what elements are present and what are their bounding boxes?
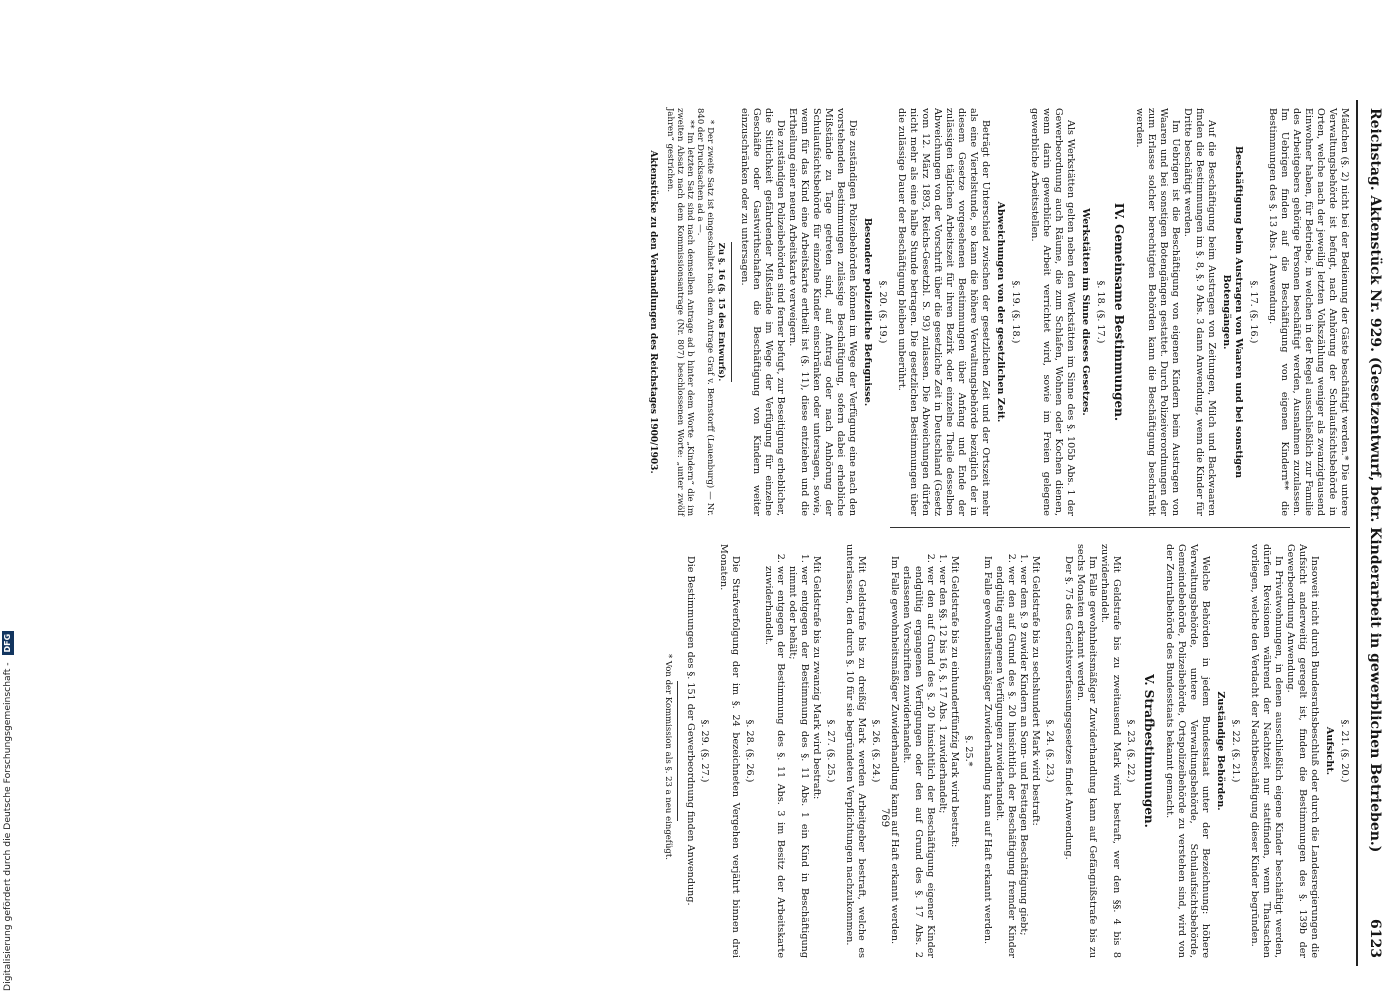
- section-heading: Abweichungen von der gesetzlichen Zeit.: [995, 201, 1006, 423]
- footnote: ** Im letzten Satz sind nach demselben Antrage ad b hinter dem Worte „Kindern“ die im zweiten Absatz nach dem Kommissionsantrage (Nr. 807) beschlossenen Worte: „unter zwölf Jahren“ gestrichen.: [665, 108, 695, 516]
- numbered-list: [993, 544, 1029, 958]
- digitization-credit: [1, 631, 15, 991]
- list-item: 2. wer entgegen der Bestimmung des §. 11 Abs. 3 im Besitz der Arbeitskarte zuwiderhandelt.: [762, 566, 786, 958]
- section-number: §. 28. (§. 26.): [744, 719, 755, 783]
- paragraph: Mit Geldstrafe bis zu zweitausend Mark wird bestraft, wer den §§. 4 bis 8 zuwiderhandelt.: [1099, 544, 1122, 958]
- paragraph: In Privatwohnungen, in denen ausschließlich eigene Kinder beschäftigt werden, dürfen Revisionen während der Nachtzeit nur stattfinden, wenn Thatsachen vorliegen, welche den Verdacht der Nachtbeschäftigung dieser Kinder begründen.: [1249, 544, 1284, 958]
- header-page-number: 6123: [1367, 919, 1383, 958]
- paragraph: Im Falle gewohnheitsmäßiger Zuwiderhandlung kann auf Haft erkannt werden.: [889, 556, 900, 945]
- paragraph: Im Uebrigen ist die Beschäftigung von eigenen Kindern beim Austragen von Waaren und bei sonstigen Botengängen gestattet. Durch Polizeiverordnungen der zum Erlasse solcher berechtigten Behörden kann die Beschäftigung beschränkt werden.: [1134, 108, 1181, 516]
- credit-text: Digitalisierung gefördert durch die Deutsche Forschungsgemeinschaft -: [2, 662, 13, 991]
- section-number: §. 25.*: [963, 735, 974, 767]
- paragraph: Mit Geldstrafe bis zu dreißig Mark werden Arbeitgeber bestraft, welche es unterlassen, den durch §. 10 für sie begründeten Verpflichtungen nachzukommen.: [844, 544, 867, 958]
- page-footer: Aktenstücke zu den Verhandlungen des Reichstages 1900/1903.: [648, 150, 658, 474]
- paragraph: Der §. 75 des Gerichtsverfassungsgesetzes findet Anwendung.: [1063, 556, 1074, 860]
- list-item: 1. wer dem §. 9 zuwider Kindern an Sonn- und Festtagen Beschäftigung giebt;: [1017, 566, 1029, 958]
- list-item: 1. wer den §§. 12 bis 16, §. 17 Abs. 1 zuwiderhandelt;: [936, 566, 948, 958]
- paragraph: Insoweit nicht durch Bundesrathsbeschluß oder durch die Landesregierungen die Aufsicht anderweitig geregelt ist, finden die Bestimmungen des §. 139b der Gewerbeordnung Anwendung.: [1285, 544, 1320, 958]
- footnote: * Von der Kommission als §. 23 a neu eingefügt.: [663, 653, 673, 860]
- right-column: [663, 544, 1350, 958]
- paragraph: Mit Geldstrafe bis zu sechshundert Mark wird bestraft:: [1030, 556, 1041, 826]
- paragraph: Welche Behörden in jedem Bundesstaat unter der Bezeichnung: höhere Verwaltungsbehörde, untere Verwaltungsbehörde, Schulaufsichtsbehörde, Gemeindebehörde, Polizeibehörde, Ortspolizeibehörde zu verstehen sind, wird von der Zentralbehörde des Bundesstaats bekannt gemacht.: [1164, 544, 1211, 958]
- paragraph: Die Strafverfolgung der im §. 24 bezeichneten Vergehen verjährt binnen drei Monaten.: [718, 544, 741, 958]
- paragraph: Im Falle gewohnheitsmäßiger Zuwiderhandlung kann auf Gefängnißstrafe bis zu sechs Monaten erkannt werden.: [1075, 544, 1098, 958]
- footnote: * Der zweite Satz ist eingeschaltet nach dem Antrage Graf v. Bernstorff (Lauenburg) — Nr. 840 der Drucksachen ad a —.: [695, 108, 715, 516]
- paragraph: Mädchen (§. 2) nicht bei der Bedienung der Gäste beschäftigt werden.* Die untere Verwaltungsbehörde ist befugt, nach Anhörung der Schulaufsichtsbehörde in Orten, welche nach der jeweilig letzten Volkszählung weniger als zwanzigtausend Einwohner haben, für Betriebe, in welchen in der Regel ausschließlich zur Familie des Arbeitgebers gehörige Personen beschäftigt werden, Ausnahmen zuzulassen. Im Uebrigen finden auf die Beschäftigung von eigenen Kindern** die Bestimmungen des §. 13 Abs. 1 Anwendung.: [1267, 108, 1350, 516]
- paragraph: Im Falle gewohnheitsmäßiger Zuwiderhandlung kann auf Haft erkannt werden.: [982, 556, 993, 945]
- part-heading: V. Strafbestimmungen.: [1142, 674, 1156, 828]
- paragraph: Beträgt der Unterschied zwischen der gesetzlichen Zeit und der Ortszeit mehr als eine Viertelstunde, so kann die höhere Verwaltungsbehörde bezüglich der in diesem Gesetze vorgesehenen Bestimmungen über Anfang und Ende der zulässigen täglichen Arbeitszeit für ihren Bezirk oder einzelne Theile desselben Abweichungen von der Vorschrift über die gesetzliche Zeit in Deutschland (Gesetz vom 12. März 1893, Reichs-Gesetzbl. S. 93) zulassen. Die Abweichungen dürfen nicht mehr als eine halbe Stunde betragen. Die gesetzlichen Bestimmungen über die zulässige Dauer der Beschäftigung bleiben unberührt.: [896, 108, 991, 516]
- header-title: Reichstag. Aktenstück Nr. 929. (Gesetzentwurf, betr. Kinderarbeit in gewerblichen Betrieben.): [1367, 108, 1383, 853]
- paragraph: Die zuständigen Polizeibehörden sind ferner befugt, zur Beseitigung erheblicher, die Sittlichkeit gefährdender Mißstände im Wege der Verfügung für einzelne Geschäfte oder Gastwirthschaften die Beschäftigung von Kindern weiter einzuschränken oder zu untersagen.: [739, 108, 786, 516]
- numbered-list: [762, 544, 810, 958]
- section-number: §. 18. (§. 17.): [1095, 280, 1106, 344]
- footnote-rule: [731, 242, 732, 382]
- bottom-page-number: 769: [879, 808, 890, 828]
- section-number: §. 29. (§. 27.): [699, 719, 710, 783]
- section-heading: Aufsicht.: [1324, 726, 1335, 776]
- section-number: §. 17. (§. 16.): [1248, 280, 1259, 344]
- section-number: §. 21. (§. 20.): [1339, 719, 1350, 783]
- section-heading: Werkstätten im Sinne dieses Gesetzes.: [1080, 208, 1091, 416]
- paragraph: Mit Geldstrafe bis zu einhundertfünfzig Mark wird bestraft:: [949, 556, 960, 848]
- footnote-heading: Zu §. 16 (§. 15 des Entwurfs).: [716, 242, 726, 382]
- section-number: §. 20. (§. 19.): [877, 280, 888, 344]
- list-item: 1. wer entgegen der Bestimmung des §. 11 Abs. 1 ein Kind in Beschäftigung nimmt oder behält;: [786, 566, 810, 958]
- section-heading: Zuständige Behörden.: [1215, 691, 1226, 811]
- document-page: [648, 100, 1390, 966]
- section-number: §. 19. (§. 18.): [1010, 280, 1021, 344]
- paragraph: Mit Geldstrafe bis zu zwanzig Mark wird bestraft:: [811, 556, 822, 800]
- running-header: [1360, 108, 1390, 958]
- dfg-logo: DFG: [2, 631, 14, 656]
- section-number: §. 26. (§. 24.): [870, 719, 881, 783]
- paragraph: Auf die Beschäftigung beim Austragen von Zeitungen, Milch und Backwaaren finden die Bestimmungen im §. 8, §. 9 Abs. 3 dann Anwendung, wenn die Kinder für Dritte beschäftigt werden.: [1182, 108, 1217, 516]
- section-number: §. 22. (§. 21.): [1230, 719, 1241, 783]
- section-number: §. 27. (§. 25.): [825, 719, 836, 783]
- section-heading: Besondere polizeiliche Befugnisse.: [862, 217, 873, 407]
- footnote-rule: [677, 681, 678, 821]
- section-heading: Beschäftigung beim Austragen von Waaren und bei sonstigen Botengängen.: [1221, 145, 1244, 479]
- left-column: [648, 108, 1350, 516]
- column-divider: [890, 527, 1350, 528]
- list-item: 2. wer den auf Grund des §. 20 hinsichtlich der Beschäftigung fremder Kinder endgültig ergangenen Verfügungen zuwiderhandelt.: [993, 566, 1017, 958]
- numbered-list: [900, 544, 948, 958]
- paragraph: Die zuständigen Polizeibehörden können im Wege der Verfügung eine nach den vorstehenden Bestimmungen zulässige Beschäftigung, sofern dabei erhebliche Mißstände zu Tage getreten sind, auf Antrag oder nach Anhörung der Schulaufsichtsbehörde für einzelne Kinder einschränken oder untersagen, sowie, wenn für das Kind eine Arbeitskarte ertheilt ist (§. 11), diese entziehen und die Ertheilung einer neuen Arbeitskarte verweigern.: [787, 108, 858, 516]
- header-rule: [1356, 100, 1358, 966]
- section-number: §. 23. (§. 22.): [1125, 719, 1136, 783]
- section-number: §. 24. (§. 23.): [1044, 719, 1055, 783]
- paragraph: Die Bestimmungen des §. 151 der Gewerbeordnung finden Anwendung.: [685, 556, 696, 906]
- part-heading: IV. Gemeinsame Bestimmungen.: [1112, 202, 1126, 422]
- paragraph: Als Werkstätten gelten neben den Werkstätten im Sinne des §. 105b Abs. 1 der Gewerbeordnung auch Räume, die zum Schlafen, Wohnen oder Kochen dienen, wenn darin gewerbliche Arbeit verrichtet wird, sowie im Freien gelegene gewerbliche Arbeitsstellen.: [1029, 108, 1076, 516]
- list-item: 2. wer den auf Grund des §. 20 hinsichtlich der Beschäftigung eigener Kinder endgültig ergangenen Verfügungen oder den auf Grund des §. 17 Abs. 2 erlassenen Vorschriften zuwiderhandelt.: [900, 566, 936, 958]
